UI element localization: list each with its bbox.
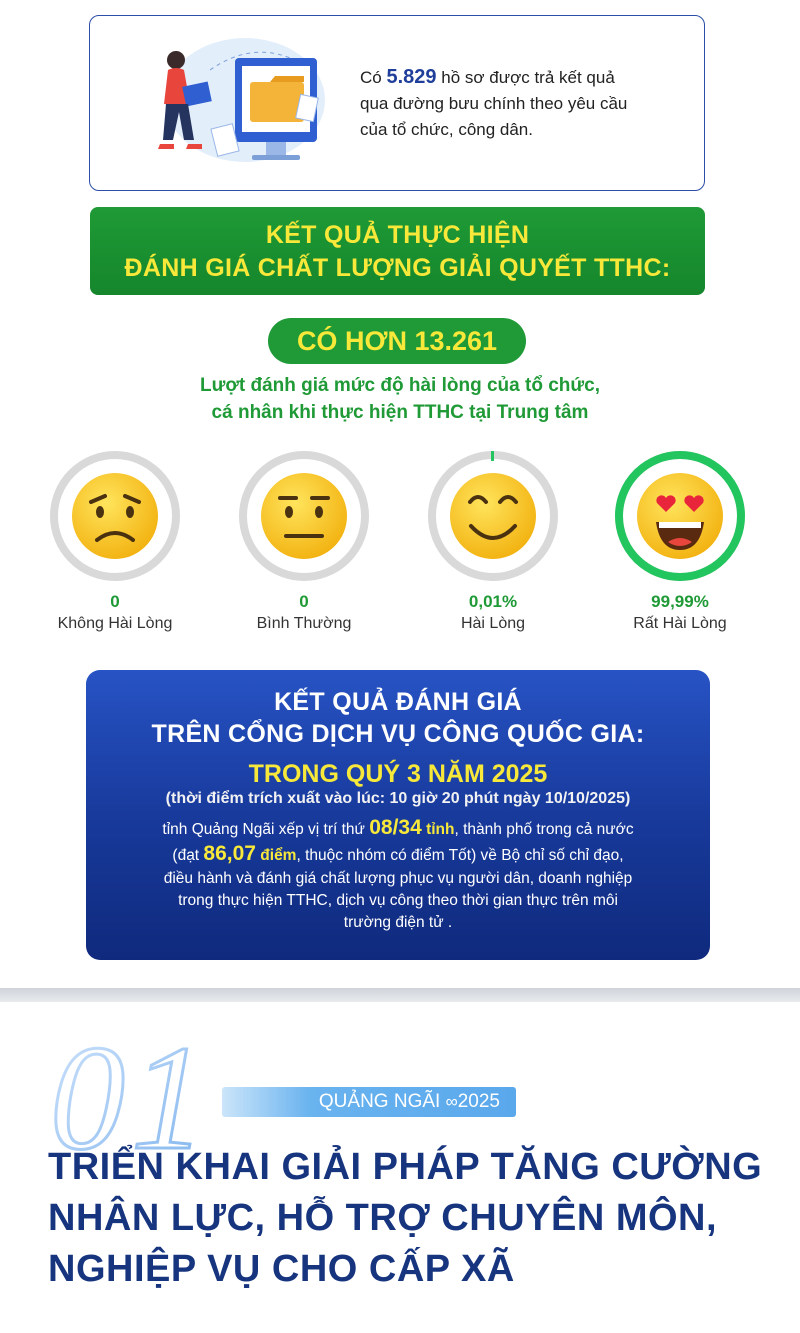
- national-extract-note: (thời điểm trích xuất vào lúc: 10 giờ 20 phút ngày 10/10/2025): [165, 790, 631, 807]
- rating-label: Bình Thường: [256, 615, 352, 632]
- rating-total-description: Lượt đánh giá mức độ hài lòng của tổ chức, cá nhân khi thực hiện TTHC tại Trung tâm: [200, 375, 600, 423]
- rating-results-heading: KẾT QUẢ THỰC HIỆN ĐÁNH GIÁ CHẤT LƯỢNG GIẢI QUYẾT TTHC:: [90, 207, 705, 295]
- postal-results-card: [89, 15, 705, 191]
- sad-face-icon: [47, 448, 183, 584]
- section-divider: [0, 988, 800, 1002]
- national-portal-results-card: [86, 670, 710, 960]
- rating-value: 99,99%: [651, 592, 709, 611]
- delivery-illustration-icon: [130, 30, 330, 180]
- national-body: tỉnh Quảng Ngãi xếp vị trí thứ 08/34 tỉnh, thành phố trong cả nước (đạt 86,07 điểm, thuộc nhóm có điểm Tốt) về Bộ chỉ số chỉ đạo, điều hành và đánh giá chất lượng phục vụ người dân, doanh nghiệp trong thực hiện TTHC, dịch vụ công theo thời gian thực trên môi trường điện tử .: [162, 816, 634, 931]
- rating-value: 0,01%: [468, 592, 518, 611]
- national-quarter: TRONG QUÝ 3 NĂM 2025: [248, 760, 548, 788]
- infinity-icon: ∞: [445, 1092, 458, 1111]
- rating-normal: [234, 448, 374, 634]
- section-tag: QUẢNG NGÃI ∞2025: [222, 1087, 516, 1117]
- postal-results-text: Có 5.829 hồ sơ được trả kết quả qua đường bưu chính theo yêu cầu của tổ chức, công dân.: [360, 66, 628, 139]
- rating-not-satisfied: [45, 448, 185, 634]
- smile-face-icon: [425, 448, 561, 584]
- rating-very-satisfied: [610, 448, 750, 634]
- score-value: 86,07: [203, 842, 256, 865]
- section-number-text: 01: [50, 1030, 212, 1160]
- national-title: KẾT QUẢ ĐÁNH GIÁ TRÊN CỔNG DỊCH VỤ CÔNG QUỐC GIA:: [151, 688, 645, 748]
- rating-label: Rất Hài Lòng: [633, 615, 727, 632]
- rating-satisfied: [423, 448, 563, 634]
- rating-total-pill: CÓ HƠN 13.261: [268, 318, 526, 364]
- rating-label: Không Hài Lòng: [57, 615, 173, 632]
- section-title: TRIỂN KHAI GIẢI PHÁP TĂNG CƯỜNG NHÂN LỰC, HỖ TRỢ CHUYÊN MÔN, NGHIỆP VỤ CHO CẤP XÃ: [48, 1146, 763, 1290]
- rating-label: Hài Lòng: [460, 615, 526, 632]
- rank-value: 08/34: [369, 816, 422, 839]
- heart-eyes-face-icon: [612, 448, 748, 584]
- postal-count: 5.829: [386, 66, 437, 88]
- rating-value: 0: [299, 592, 309, 611]
- neutral-face-icon: [236, 448, 372, 584]
- rating-value: 0: [110, 592, 120, 611]
